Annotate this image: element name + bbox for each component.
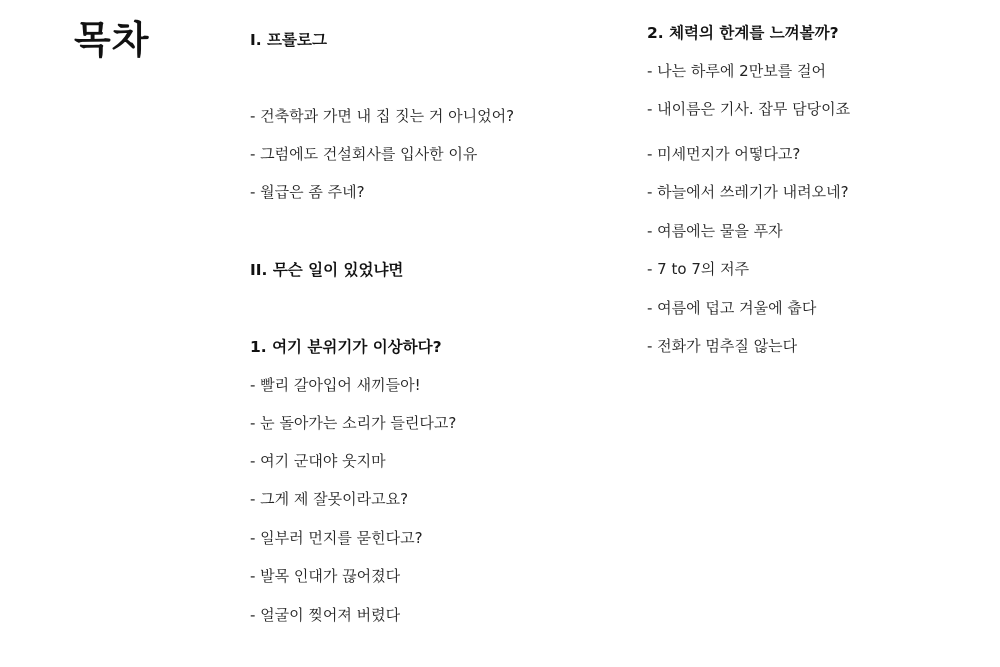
toc-item: - 여기 군대야 웃지마 [250, 452, 386, 470]
toc-heading-section-2: 2. 체력의 한계를 느껴볼까? [647, 24, 839, 42]
toc-item: - 여름에는 물을 푸자 [647, 222, 783, 240]
toc-item: - 눈 돌아가는 소리가 들린다고? [250, 414, 457, 432]
toc-item: - 월급은 좀 주네? [250, 183, 365, 201]
toc-item: - 얼굴이 찢어져 버렸다 [250, 606, 401, 624]
toc-item: - 하늘에서 쓰레기가 내려오네? [647, 183, 849, 201]
toc-item: - 미세먼지가 어떻다고? [647, 145, 801, 163]
toc-item: - 그럼에도 건설회사를 입사한 이유 [250, 145, 478, 163]
toc-item: - 7 to 7의 저주 [647, 260, 750, 278]
toc-item: - 건축학과 가면 내 집 짓는 거 아니었어? [250, 107, 515, 125]
toc-item: - 빨리 갈아입어 새끼들아! [250, 376, 421, 394]
toc-heading-section-1: 1. 여기 분위기가 이상하다? [250, 338, 442, 356]
toc-item: - 여름에 덥고 겨울에 춥다 [647, 299, 817, 317]
toc-item: - 나는 하루에 2만보를 걸어 [647, 62, 826, 80]
page-title: 목차 [74, 18, 150, 62]
toc-item: - 내이름은 기사. 잡무 담당이죠 [647, 100, 851, 118]
toc-item: - 발목 인대가 끊어졌다 [250, 567, 401, 585]
toc-item: - 그게 제 잘못이라고요? [250, 490, 409, 508]
toc-heading-part-2: II. 무슨 일이 있었냐면 [250, 261, 404, 279]
toc-item: - 전화가 멈추질 않는다 [647, 337, 798, 355]
toc-item: - 일부러 먼지를 묻힌다고? [250, 529, 423, 547]
toc-heading-prologue: I. 프롤로그 [250, 31, 327, 49]
